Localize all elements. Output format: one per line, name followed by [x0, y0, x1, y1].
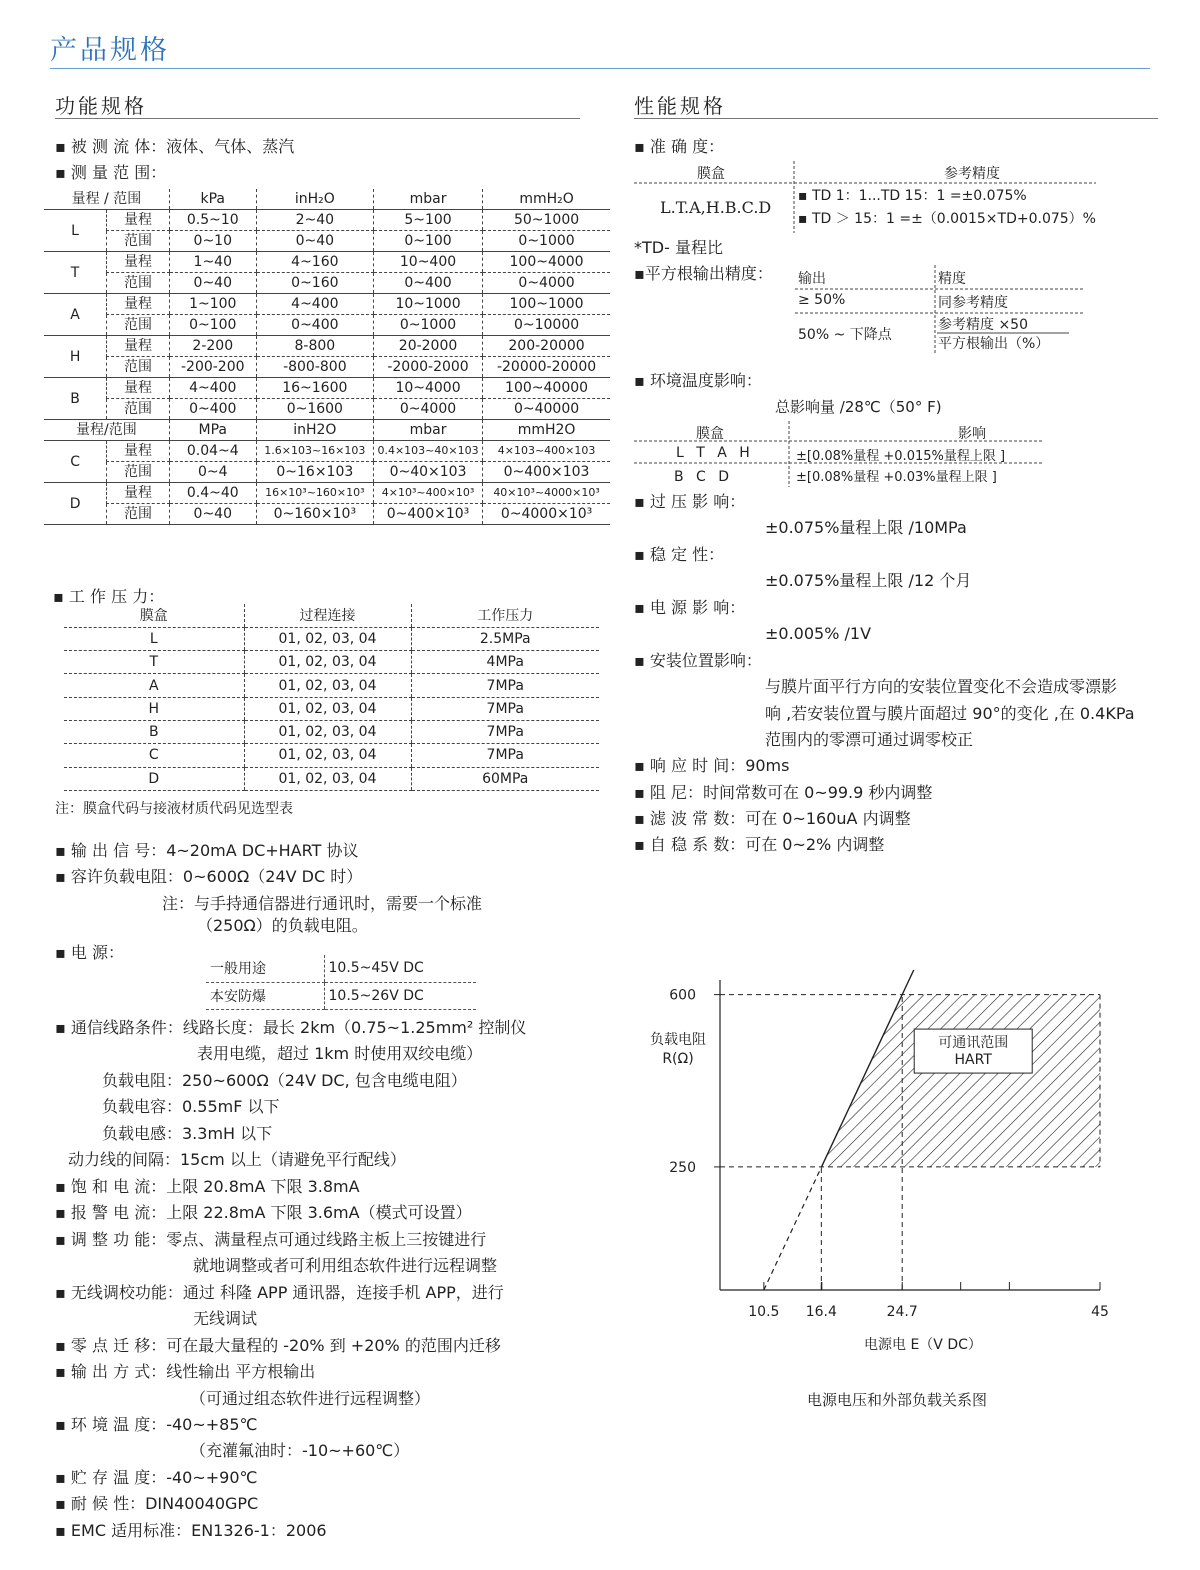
range-cell: 0~4 [169, 462, 256, 483]
range-cell: 2~40 [256, 210, 373, 231]
chart-svg [640, 960, 1140, 1380]
range-cell: 量程 [107, 210, 170, 231]
mount-line-1: 与膜片面平行方向的安装位置变化不会造成零漂影 [765, 677, 1118, 696]
pressure-header-row [64, 604, 599, 627]
acc-line-2: ▪ TD ＞ 15：1 =±（0.0015×TD+0.075）% [798, 211, 1096, 227]
range-cell: 10~4000 [373, 378, 482, 399]
env-header-cell: 膜盒 [696, 426, 724, 442]
sqrt-label: ▪平方根输出精度： [634, 264, 773, 283]
stability-value: ±0.075%量程上限 /12 个月 [765, 571, 972, 590]
filter-constant: ▪ 滤 波 常 数：可在 0~160uA 内调整 [634, 809, 911, 828]
sqrt-row2-top: 参考精度 ×50 [938, 317, 1028, 333]
pressure-row [64, 767, 599, 790]
range-cell: 0~1000 [483, 231, 610, 252]
acc-header-ref: 参考精度 [944, 166, 1000, 182]
range-cell: 4~400 [169, 378, 256, 399]
range-cell: 4~400 [256, 294, 373, 315]
functional-spec-rule [55, 118, 580, 119]
range-cell: 0~10 [169, 231, 256, 252]
range-cell: 0~40 [169, 273, 256, 294]
range-cell: 1.6×103~16×103 [256, 441, 373, 462]
alarm-current: ▪ 报 警 电 流：上限 22.8mA 下限 3.6mA（模式可设置） [55, 1203, 472, 1222]
range-row [44, 210, 610, 231]
pressure-cell: L [64, 627, 244, 650]
range-cell: 1~40 [169, 252, 256, 273]
range-header-cell: 量程/范围 [44, 420, 169, 441]
chart-xlabel: 电源电 E（V DC） [864, 1337, 982, 1353]
range-cell: 0~100 [169, 315, 256, 336]
power-label: ▪ 电 源： [55, 943, 125, 962]
range-cell: 5~100 [373, 210, 482, 231]
range-cell: 4~160 [256, 252, 373, 273]
storage-temp: ▪ 贮 存 温 度：-40~+90℃ [55, 1468, 258, 1487]
range-cell: 50~1000 [483, 210, 610, 231]
env-temp-1: ▪ 环 境 温 度：-40~+85℃ [55, 1415, 258, 1434]
range-cell: 量程 [107, 378, 170, 399]
pressure-cell: B [64, 720, 244, 743]
pressure-cell: T [64, 651, 244, 674]
page-title: 产品规格 [50, 35, 170, 66]
power-row [206, 955, 476, 982]
range-row [44, 357, 610, 378]
range-header-row [44, 420, 610, 441]
pressure-cell: 01, 02, 03, 04 [244, 744, 411, 767]
pressure-cell: H [64, 697, 244, 720]
env-row1-effect: ±[0.08%量程 +0.015%量程上限 ] [796, 449, 1006, 464]
zero-shift: ▪ 零 点 迁 移：可在最大量程的 -20% 到 +20% 的范围内迁移 [55, 1336, 501, 1355]
acc-code: L.T.A,H.B.C.D [660, 198, 772, 217]
range-cell: 16×10³~160×10³ [256, 483, 373, 504]
env-row2-code: B C D [674, 469, 734, 485]
pressure-cell: 2.5MPa [411, 627, 599, 650]
mount-label: ▪ 安装位置影响： [634, 651, 762, 670]
y-tick-label: 250 [669, 1159, 696, 1176]
fluid-line: ▪ 被 测 流 体：液体、气体、蒸汽 [55, 137, 295, 156]
load-note-2: （250Ω）的负载电阻。 [197, 916, 368, 935]
range-cell: -800-800 [256, 357, 373, 378]
range-row [44, 462, 610, 483]
pressure-cell: 7MPa [411, 674, 599, 697]
emc-standard: ▪ EMC 适用标准：EN1326-1：2006 [55, 1521, 327, 1540]
range-cell: 0~1600 [256, 399, 373, 420]
range-row [44, 273, 610, 294]
saturation-current: ▪ 饱 和 电 流：上限 20.8mA 下限 3.8mA [55, 1177, 360, 1196]
range-cell: 范围 [107, 231, 170, 252]
range-cell: 量程 [107, 252, 170, 273]
range-cell: 0~4000 [373, 399, 482, 420]
wireless-line-1: ▪ 无线调校功能：通过 科隆 APP 通讯器，连接手机 APP，进行 [55, 1283, 504, 1302]
range-code: H [44, 336, 107, 378]
pressure-cell: 01, 02, 03, 04 [244, 767, 411, 790]
power-table [206, 955, 476, 1010]
range-row [44, 252, 610, 273]
range-cell: 0~160×10³ [256, 504, 373, 525]
sqrt-header-precision: 精度 [938, 271, 966, 287]
mount-line-2: 响 ,若安装位置与膜片面超过 90°的变化 ,在 0.4KPa [765, 704, 1135, 723]
pressure-cell: 01, 02, 03, 04 [244, 674, 411, 697]
power-cell: 10.5~26V DC [324, 982, 476, 1009]
range-header-cell: MPa [169, 420, 256, 441]
range-row [44, 504, 610, 525]
pressure-cell: D [64, 767, 244, 790]
range-cell: 4×103~400×103 [483, 441, 610, 462]
range-cell: 范围 [107, 357, 170, 378]
power-row [206, 982, 476, 1009]
power-cell: 10.5~45V DC [324, 955, 476, 982]
region-label: 可通讯范围 [938, 1035, 1009, 1052]
range-row [44, 378, 610, 399]
output-mode-2: （可通过组态软件进行远程调整） [190, 1389, 431, 1408]
performance-spec-title: 性能规格 [634, 94, 726, 118]
env-header-effect: 影响 [958, 426, 986, 442]
range-row [44, 483, 610, 504]
range-cell: 40×10³~4000×10³ [483, 483, 610, 504]
pressure-cell: 7MPa [411, 744, 599, 767]
damping: ▪ 阻 尼：时间常数可在 0~99.9 秒内调整 [634, 783, 933, 802]
range-cell: 1~100 [169, 294, 256, 315]
sqrt-row1-output: ≥ 50% [798, 292, 846, 308]
range-cell: -2000-2000 [373, 357, 482, 378]
pressure-cell: 7MPa [411, 720, 599, 743]
output-mode-1: ▪ 输 出 方 式：线性输出 平方根输出 [55, 1362, 316, 1381]
adjust-line-1: ▪ 调 整 功 能：零点、满量程点可通过线路主板上三按键进行 [55, 1230, 487, 1249]
range-row [44, 441, 610, 462]
pressure-cell: 01, 02, 03, 04 [244, 720, 411, 743]
wireless-line-2: 无线调试 [193, 1309, 258, 1328]
range-cell: 0~4000×10³ [483, 504, 610, 525]
range-cell: 100~40000 [483, 378, 610, 399]
overpressure-value: ±0.075%量程上限 /10MPa [765, 518, 967, 537]
range-header-cell: inH2O [256, 420, 373, 441]
range-cell: 0~400 [373, 273, 482, 294]
power-cell: 一般用途 [206, 955, 324, 982]
mount-line-3: 范围内的零漂可通过调零校正 [765, 730, 974, 749]
env-effect-sub: 总影响量 /28℃（50° F) [775, 398, 942, 416]
range-code: L [44, 210, 107, 252]
overpressure-label: ▪ 过 压 影 响： [634, 492, 746, 511]
range-cell: 0.4×103~40×103 [373, 441, 482, 462]
range-cell: 200-20000 [483, 336, 610, 357]
pressure-table [64, 604, 599, 791]
range-cell: 0~40 [256, 231, 373, 252]
env-temp-2: （充灌氟油时：-10~+60℃） [190, 1441, 410, 1460]
adaptive-coefficient: ▪ 自 稳 系 数：可在 0~2% 内调整 [634, 835, 885, 854]
sqrt-row2-bottom: 平方根输出（%） [938, 336, 1050, 352]
pressure-cell: C [64, 744, 244, 767]
range-cell: 0~40×103 [373, 462, 482, 483]
range-row [44, 399, 610, 420]
range-cell: 范围 [107, 315, 170, 336]
pressure-cell: 7MPa [411, 697, 599, 720]
range-code: T [44, 252, 107, 294]
range-code: B [44, 378, 107, 420]
pressure-cell: 膜盒 [64, 604, 244, 627]
load-voltage-chart [640, 960, 1140, 1384]
range-code: A [44, 294, 107, 336]
range-cell: 16~1600 [256, 378, 373, 399]
range-cell: 0~160 [256, 273, 373, 294]
pressure-row [64, 674, 599, 697]
pressure-cell: 01, 02, 03, 04 [244, 627, 411, 650]
range-cell: 0~100 [373, 231, 482, 252]
range-cell: 0~16×103 [256, 462, 373, 483]
range-cell: 0~400 [256, 315, 373, 336]
range-cell: 范围 [107, 273, 170, 294]
range-cell: 0.4~40 [169, 483, 256, 504]
sqrt-row1-precision: 同参考精度 [938, 295, 1008, 311]
boundary-dashed [764, 1167, 822, 1290]
range-header-cell: mbar [373, 189, 482, 210]
range-cell: 2-200 [169, 336, 256, 357]
sqrt-header-output: 输出 [798, 271, 826, 287]
load-resistance: ▪ 容许负载电阻：0~600Ω（24V DC 时） [55, 867, 363, 886]
range-cell: 0~1000 [373, 315, 482, 336]
range-header-cell: kPa [169, 189, 256, 210]
response-time: ▪ 响 应 时 间：90ms [634, 756, 790, 775]
sqrt-row2-output: 50% ~ 下降点 [798, 327, 892, 343]
hart-region [821, 995, 1100, 1167]
range-cell: 0~40 [169, 504, 256, 525]
range-row [44, 231, 610, 252]
x-tick-label: 45 [1091, 1304, 1109, 1320]
comm-line-4: 负载电容：0.55mF 以下 [102, 1097, 280, 1116]
env-row1-code: L T A H [676, 445, 754, 461]
range-table [44, 189, 610, 525]
range-cell: 0~10000 [483, 315, 610, 336]
range-row [44, 315, 610, 336]
range-row [44, 336, 610, 357]
x-tick-label: 24.7 [886, 1304, 918, 1320]
region-label: HART [954, 1052, 992, 1069]
x-tick-label: 16.4 [805, 1304, 837, 1320]
range-cell: 100~1000 [483, 294, 610, 315]
env-row2-effect: ±[0.08%量程 +0.03%量程上限 ] [796, 470, 997, 485]
pressure-cell: A [64, 674, 244, 697]
range-cell: 范围 [107, 399, 170, 420]
comm-line-6: 动力线的间隔：15cm 以上（请避免平行配线） [68, 1150, 406, 1169]
range-cell: 0~400×10³ [373, 504, 482, 525]
pressure-cell: 4MPa [411, 651, 599, 674]
power-effect-value: ±0.005% /1V [765, 624, 872, 643]
td-note: *TD- 量程比 [634, 238, 723, 257]
chart-ylabel: 负载电阻 R(Ω) [650, 1032, 706, 1067]
range-header-cell: mmH2O [483, 420, 610, 441]
pressure-row [64, 744, 599, 767]
range-header-row [44, 189, 610, 210]
range-cell: 范围 [107, 462, 170, 483]
range-cell: -200-200 [169, 357, 256, 378]
pressure-cell: 工作压力 [411, 604, 599, 627]
weather-resistance: ▪ 耐 候 性：DIN40040GPC [55, 1494, 259, 1513]
acc-header-cell: 膜盒 [697, 166, 725, 182]
pressure-row [64, 651, 599, 674]
range-cell: 20-2000 [373, 336, 482, 357]
chart-caption: 电源电压和外部负载关系图 [807, 1391, 988, 1409]
power-effect-label: ▪ 电 源 影 响： [634, 598, 746, 617]
acc-line-1: ▪ TD 1：1...TD 15：1 =±0.075% [798, 188, 1027, 204]
range-cell: 8-800 [256, 336, 373, 357]
env-effect-label: ▪ 环境温度影响： [634, 371, 762, 390]
range-cell: 10~400 [373, 252, 482, 273]
range-label: ▪ 测 量 范 围： [55, 163, 167, 182]
x-tick-label: 10.5 [748, 1304, 780, 1320]
range-cell: 0.5~10 [169, 210, 256, 231]
pressure-row [64, 627, 599, 650]
range-header-cell: mbar [373, 420, 482, 441]
range-header-cell: 量程 / 范围 [44, 189, 169, 210]
adjust-line-2: 就地调整或者可利用组态软件进行远程调整 [193, 1256, 498, 1275]
range-cell: 4×10³~400×10³ [373, 483, 482, 504]
performance-spec-rule [634, 118, 1158, 119]
functional-spec-title: 功能规格 [55, 94, 147, 118]
output-signal: ▪ 输 出 信 号：4~20mA DC+HART 协议 [55, 841, 359, 860]
range-cell: 0~4000 [483, 273, 610, 294]
comm-line-2: 表用电缆，超过 1km 时使用双绞电缆） [197, 1044, 483, 1063]
power-cell: 本安防爆 [206, 982, 324, 1009]
comm-line-1: ▪ 通信线路条件：线路长度：最长 2km（0.75~1.25mm² 控制仪 [55, 1018, 527, 1037]
range-cell: 0~400×103 [483, 462, 610, 483]
stability-label: ▪ 稳 定 性： [634, 545, 725, 564]
pressure-cell: 01, 02, 03, 04 [244, 697, 411, 720]
pressure-label: ▪ 工 作 压 力： [53, 587, 165, 606]
range-cell: 0~40000 [483, 399, 610, 420]
range-cell: 100~4000 [483, 252, 610, 273]
pressure-note: 注：膜盒代码与接液材质代码见选型表 [55, 801, 293, 817]
pressure-cell: 60MPa [411, 767, 599, 790]
range-code: C [44, 441, 107, 483]
pressure-cell: 过程连接 [244, 604, 411, 627]
range-cell: 10~1000 [373, 294, 482, 315]
comm-line-5: 负载电感：3.3mH 以下 [102, 1124, 273, 1143]
range-cell: 0~400 [169, 399, 256, 420]
range-code: D [44, 483, 107, 525]
range-cell: 量程 [107, 294, 170, 315]
pressure-row [64, 697, 599, 720]
y-tick-label: 600 [669, 987, 696, 1004]
accuracy-label: ▪ 准 确 度： [634, 137, 725, 156]
range-cell: -20000-20000 [483, 357, 610, 378]
load-note-1: 注：与手持通信器进行通讯时，需要一个标准 [162, 894, 483, 913]
range-cell: 0.04~4 [169, 441, 256, 462]
title-rule [50, 68, 1150, 69]
pressure-row [64, 720, 599, 743]
range-header-cell: mmH₂O [483, 189, 610, 210]
pressure-cell: 01, 02, 03, 04 [244, 651, 411, 674]
range-cell: 量程 [107, 336, 170, 357]
comm-line-3: 负载电阻：250~600Ω（24V DC, 包含电缆电阻） [102, 1071, 467, 1090]
range-cell: 范围 [107, 504, 170, 525]
range-row [44, 294, 610, 315]
range-header-cell: inH₂O [256, 189, 373, 210]
range-cell: 量程 [107, 483, 170, 504]
range-cell: 量程 [107, 441, 170, 462]
